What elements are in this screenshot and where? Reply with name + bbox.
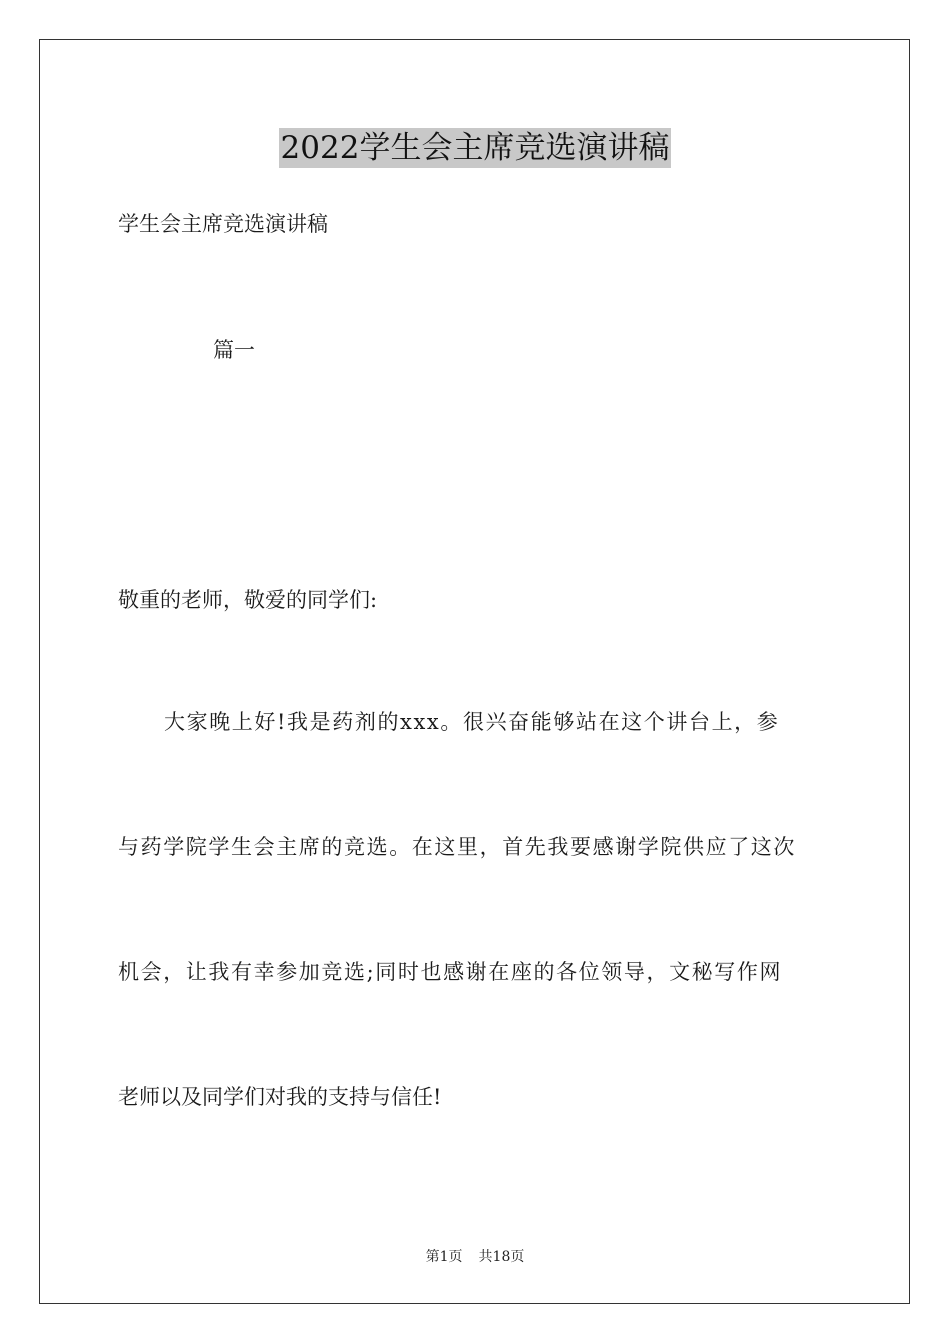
- paragraph-line: 与药学院学生会主席的竞选。在这里，首先我要感谢学院供应了这次: [118, 835, 796, 859]
- paragraph-line: 机会，让我有幸参加竞选;同时也感谢在座的各位领导，文秘写作网: [118, 960, 783, 984]
- section-label: 篇一: [213, 338, 255, 362]
- page-number-current: 第1页: [425, 1249, 463, 1265]
- page-footer: [0, 1248, 950, 1266]
- document-title: [0, 128, 950, 168]
- document-subtitle: 学生会主席竞选演讲稿: [118, 212, 328, 236]
- paragraph-line: 大家晚上好!我是药剂的xxx。很兴奋能够站在这个讲台上，参: [164, 710, 780, 734]
- greeting-line: 敬重的老师，敬爱的同学们:: [118, 588, 378, 612]
- document-title-text: 2022学生会主席竞选演讲稿: [280, 130, 670, 166]
- page-number-total: 共18页: [478, 1249, 525, 1265]
- paragraph-line: 老师以及同学们对我的支持与信任!: [118, 1085, 442, 1109]
